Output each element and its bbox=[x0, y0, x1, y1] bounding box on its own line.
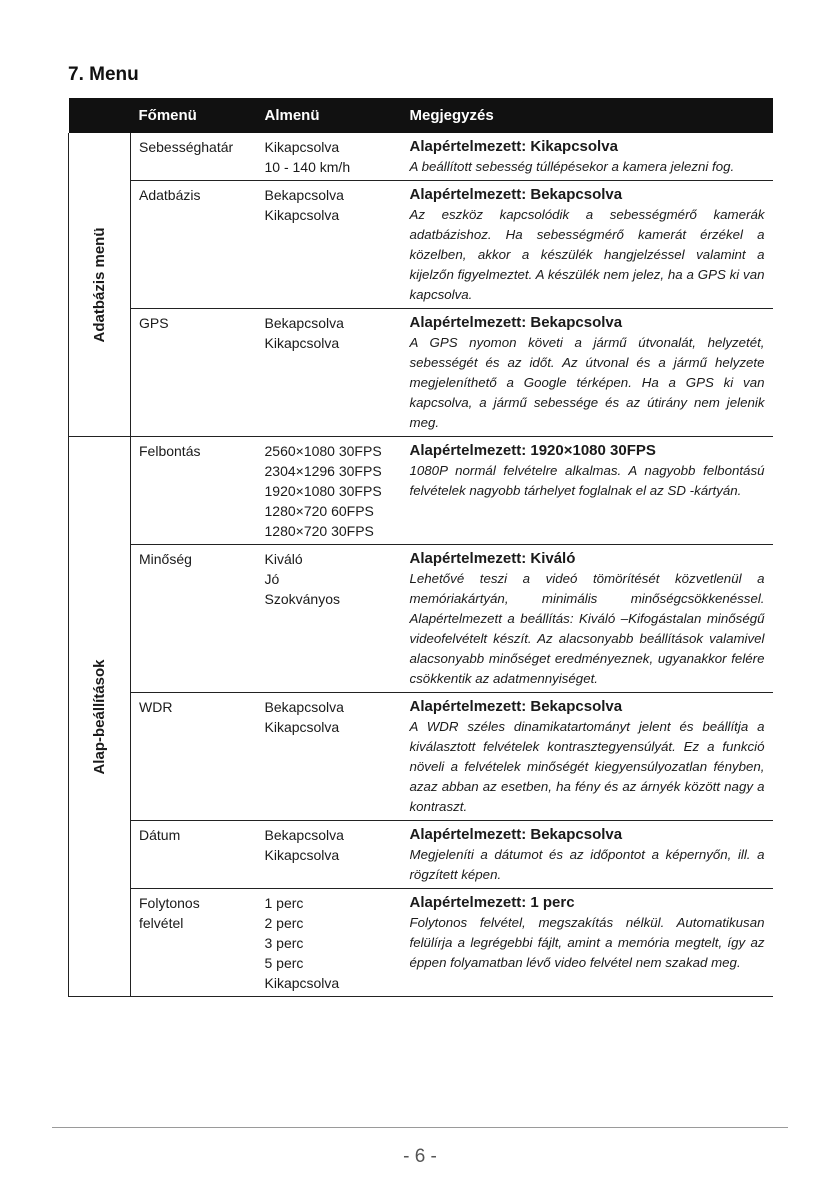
main-menu-cell bbox=[131, 545, 257, 693]
submenu-option: Kikapcsolva bbox=[264, 139, 340, 155]
submenu-cell bbox=[257, 437, 402, 545]
note-cell bbox=[402, 693, 773, 821]
note-default-value: Alapértelmezett: 1 perc bbox=[409, 894, 575, 911]
note-cell bbox=[402, 133, 773, 181]
main-menu-item: Dátum bbox=[139, 827, 181, 843]
note-description: Az eszköz kapcsolódik a sebességmérő kamerák adatbázishoz. Ha sebességmérő kamerát érzékel a közelben, akkor a készülék hangjelzéssel valamint a kijelzőn figyelmeztet. A készülék nem jelez, ha a GPS ki van kapcsolva. bbox=[409, 207, 765, 302]
submenu-option: Kikapcsolva bbox=[264, 719, 340, 735]
note-default-value: Alapértelmezett: Bekapcsolva bbox=[409, 186, 623, 203]
table-row bbox=[69, 133, 773, 181]
submenu-option: 5 perc bbox=[264, 955, 304, 971]
submenu-option: 2304×1296 30FPS bbox=[264, 463, 382, 479]
submenu-option: Kikapcsolva bbox=[264, 207, 340, 223]
table-row bbox=[69, 309, 773, 437]
main-menu-item: Sebességhatár bbox=[139, 139, 234, 155]
note-cell bbox=[402, 545, 773, 693]
main-menu-cell bbox=[131, 437, 257, 545]
submenu-option: Bekapcsolva bbox=[264, 699, 344, 715]
main-menu-item: Folytonos bbox=[139, 895, 200, 911]
submenu-cell bbox=[257, 309, 402, 437]
note-default-value: Alapértelmezett: 1920×1080 30FPS bbox=[409, 442, 656, 459]
main-menu-cell bbox=[131, 181, 257, 309]
note-description: A WDR széles dinamikatartományt jelent és beállítja a kiválasztott felvételek kontrasztegyensúlyát. Ez a funkció növeli a felvételek minőségét kiegyensúlyozatlan fényben, azaz abban az esetben, ha fény és az árnyék között nagy a kontraszt. bbox=[409, 719, 765, 814]
table-row bbox=[69, 545, 773, 693]
footer-divider bbox=[52, 1127, 788, 1128]
section-label-cell bbox=[69, 437, 131, 997]
submenu-option: 3 perc bbox=[264, 935, 304, 951]
submenu-option: Bekapcsolva bbox=[264, 315, 344, 331]
main-menu-item: WDR bbox=[139, 699, 173, 715]
submenu-option: 1280×720 60FPS bbox=[264, 503, 374, 519]
page-number: - 6 - bbox=[403, 1146, 437, 1167]
header-main-menu: Főmenü bbox=[131, 98, 257, 133]
note-default-value: Alapértelmezett: Bekapcsolva bbox=[409, 826, 623, 843]
note-cell bbox=[402, 309, 773, 437]
submenu-option: Kiváló bbox=[264, 551, 303, 567]
main-menu-item: felvétel bbox=[139, 915, 184, 931]
header-blank bbox=[69, 98, 131, 133]
menu-table bbox=[68, 98, 773, 997]
table-row bbox=[69, 181, 773, 309]
submenu-option: 1280×720 30FPS bbox=[264, 523, 374, 539]
submenu-option: Szokványos bbox=[264, 591, 340, 607]
submenu-option: Jó bbox=[264, 571, 280, 587]
submenu-option: Kikapcsolva bbox=[264, 975, 340, 991]
main-menu-cell bbox=[131, 889, 257, 997]
submenu-cell bbox=[257, 545, 402, 693]
main-menu-cell bbox=[131, 821, 257, 889]
note-description: Megjeleníti a dátumot és az időpontot a képernyőn, ill. a rögzített képen. bbox=[409, 847, 765, 882]
header-note: Megjegyzés bbox=[402, 98, 773, 133]
table-row bbox=[69, 821, 773, 889]
main-menu-item: Minőség bbox=[139, 551, 192, 567]
submenu-cell bbox=[257, 889, 402, 997]
section-label: Alap-beállítások bbox=[90, 658, 108, 775]
submenu-option: 1 perc bbox=[264, 895, 304, 911]
note-default-value: Alapértelmezett: Bekapcsolva bbox=[409, 698, 623, 715]
note-default-value: Alapértelmezett: Kiváló bbox=[409, 550, 576, 567]
note-cell bbox=[402, 889, 773, 997]
submenu-cell bbox=[257, 133, 402, 181]
submenu-option: Bekapcsolva bbox=[264, 827, 344, 843]
main-menu-item: Felbontás bbox=[139, 443, 201, 459]
submenu-cell bbox=[257, 181, 402, 309]
note-cell bbox=[402, 181, 773, 309]
section-label: Adatbázis menü bbox=[90, 226, 108, 343]
note-cell bbox=[402, 821, 773, 889]
table-row bbox=[69, 693, 773, 821]
submenu-option: 2 perc bbox=[264, 915, 304, 931]
note-description: 1080P normál felvételre alkalmas. A nagyobb felbontású felvételek nagyobb tárhelyet foglalnak el az SD -kártyán. bbox=[409, 463, 765, 498]
submenu-option: 2560×1080 30FPS bbox=[264, 443, 382, 459]
submenu-option: Bekapcsolva bbox=[264, 187, 344, 203]
table-body bbox=[69, 133, 773, 997]
table-row bbox=[69, 889, 773, 997]
submenu-option: Kikapcsolva bbox=[264, 335, 340, 351]
main-menu-cell bbox=[131, 309, 257, 437]
note-description: A beállított sebesség túllépésekor a kamera jelezni fog. bbox=[409, 159, 735, 174]
submenu-option: 10 - 140 km/h bbox=[264, 159, 351, 175]
main-menu-item: Adatbázis bbox=[139, 187, 201, 203]
main-menu-cell bbox=[131, 693, 257, 821]
note-description: A GPS nyomon követi a jármű útvonalát, helyzetét, sebességét és az időt. Az útvonal és a jármű helyzete megjeleníthető a Google térképen. Ha a GPS ki van kapcsolva, a jármű sebessége és az útirány nem jelenik meg. bbox=[409, 335, 765, 430]
note-description: Lehetővé teszi a videó tömörítését közvetlenül a memóriakártyán, minimális minőségcsökkenéssel. Alapértelmezett a beállítás: Kiváló –Kifogástalan minőségű videofelvételt készít. Az alacsonyabb beállítások valamivel alacsonyabb minőséget eredményeznek, ugyanakkor felére csökkentik az adatmennyiséget. bbox=[409, 571, 765, 686]
note-default-value: Alapértelmezett: Bekapcsolva bbox=[409, 314, 623, 331]
note-cell bbox=[402, 437, 773, 545]
submenu-cell bbox=[257, 821, 402, 889]
section-title: 7. Menu bbox=[68, 64, 139, 85]
main-menu-item: GPS bbox=[139, 315, 169, 331]
table-header-row bbox=[69, 98, 773, 133]
header-submenu: Almenü bbox=[257, 98, 402, 133]
note-default-value: Alapértelmezett: Kikapcsolva bbox=[409, 138, 618, 155]
submenu-option: 1920×1080 30FPS bbox=[264, 483, 382, 499]
main-menu-cell bbox=[131, 133, 257, 181]
note-description: Folytonos felvétel, megszakítás nélkül. Automatikusan felülírja a legrégebbi fájlt, amint a memória megtelt, így az éppen folyamatban lévő video felvétel nem szakad meg. bbox=[409, 915, 765, 970]
table-row bbox=[69, 437, 773, 545]
section-label-cell bbox=[69, 133, 131, 437]
submenu-cell bbox=[257, 693, 402, 821]
submenu-option: Kikapcsolva bbox=[264, 847, 340, 863]
